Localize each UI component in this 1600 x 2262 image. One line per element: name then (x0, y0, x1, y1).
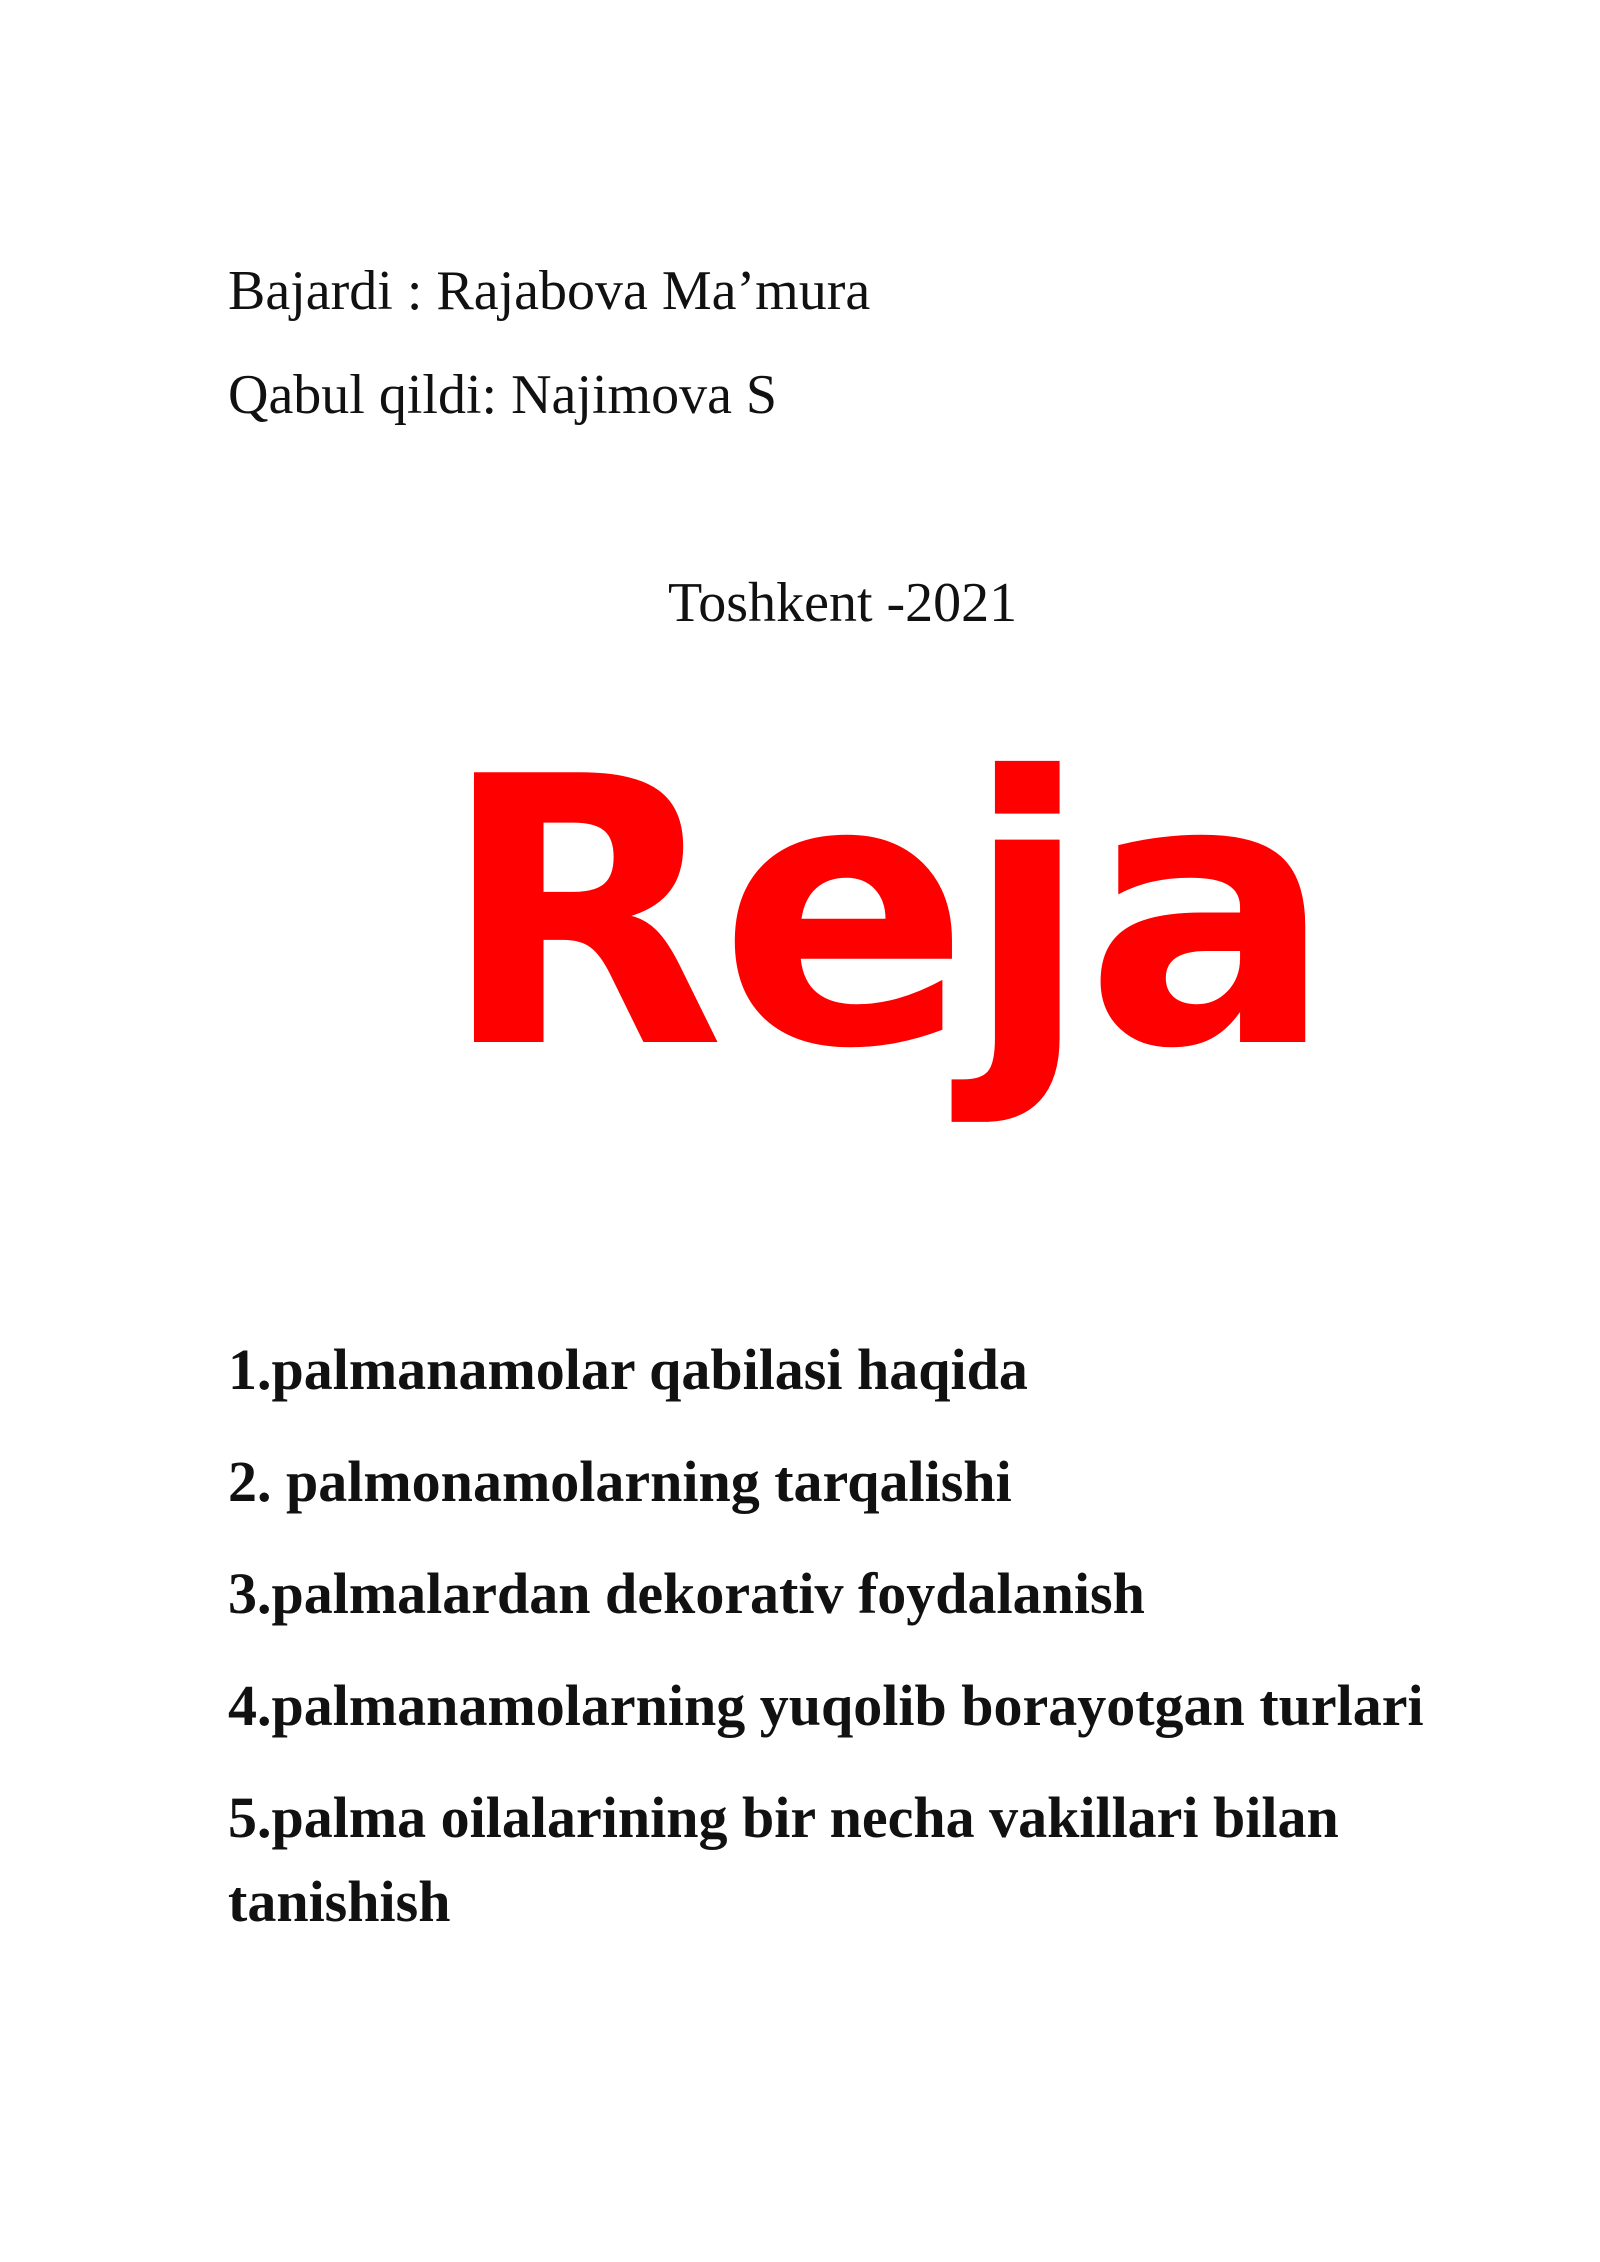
performer-line: Bajardi : Rajabova Ma’mura (228, 260, 871, 322)
plan-list (228, 1328, 1518, 1972)
plan-item-4: 4.palmanamolarning yuqolib borayotgan turlari (228, 1673, 1424, 1738)
receiver-line: Qabul qildi: Najimova S (228, 364, 778, 426)
city-year: Toshkent -2021 (668, 572, 1018, 634)
plan-title: Reja (440, 700, 1329, 1130)
plan-item-2: 2. palmonamolarning tarqalishi (228, 1449, 1012, 1514)
plan-item-5: 5.palma oilalarining bir necha vakillari bilan tanishish (228, 1785, 1339, 1934)
plan-item-1: 1.palmanamolar qabilasi haqida (228, 1337, 1028, 1402)
plan-item-3: 3.palmalardan dekorativ foydalanish (228, 1561, 1145, 1626)
